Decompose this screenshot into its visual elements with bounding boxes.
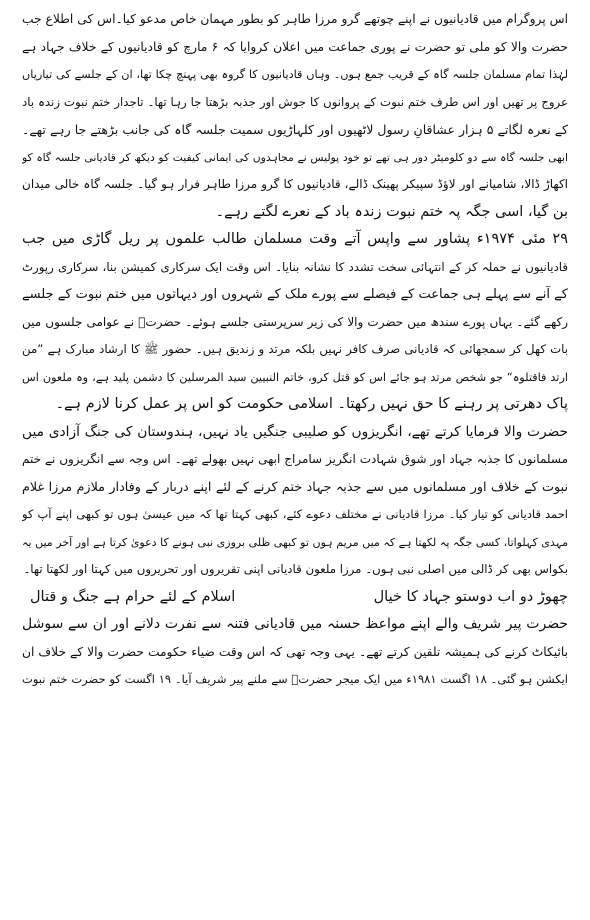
text-line: ارتد فاقتلوہ“ جو شخص مرتد ہو جائے اس کو قتل کرو، خاتم النبیین سید المرسلین کا دشمن پلید ہے، وہ ملعون اس bbox=[22, 370, 568, 384]
text-line: احمد قادیانی کو تیار کیا۔ مرزا قادیانی نے مختلف دعوے کئے، کبھی کہتا تھا کہ میں عیسیٰ ہوں تو کبھی اپنے آپ کو bbox=[22, 507, 568, 521]
text-line: مہدی کہلواتا، کسی جگہ پہ لکھتا ہے کہ میں مریم ہوں تو کبھی ظلی بروزی نبی ہونے کا دعویٰ کرتا ہے اور آخر میں یہ bbox=[22, 535, 568, 549]
paragraph-angrez bbox=[22, 419, 568, 584]
text-line: لہٰذا تمام مسلمان جلسہ گاہ کے قریب جمع ہوں۔ وہاں قادیانیوں کا گروہ بھی پہنچ چکا تھا، ان کے جلسے کی تیاریاں bbox=[22, 68, 568, 81]
couplet-left-hemistich: اسلام کے لئے حرام ہے جنگ و قتال bbox=[30, 588, 236, 605]
text-line: قادیانیوں نے حملہ کر کے انتہائی سخت تشدد کا نشانہ بنایا۔ اس وقت ایک سرکاری کمیشن بنا، سرکاری رپورٹ bbox=[22, 259, 568, 274]
text-line: اس پروگرام میں قادیانیوں نے اپنے چوتھے گرو مرزا طاہر کو بطور مہمان خاص مدعو کیا۔اس کی اطلاع جب bbox=[22, 12, 568, 26]
text-line: بائیکاٹ کرنے کی ہمیشہ تلقین کرتے تھے۔ یہی وجہ تھی کہ اس وقت ضیاء حکومت حضرت والا کے خلاف ان bbox=[22, 644, 568, 659]
couplet bbox=[22, 584, 568, 612]
paragraph-pir-sharif bbox=[22, 611, 568, 694]
text-line: نبوت کے خلاف اور مسلمانوں میں سے جذبہ جہاد ختم کرنے کے لئے اپنے دربار کے وفادار ملازم مرزا غلام bbox=[22, 479, 568, 495]
text-line: ایکشن ہو گئی۔ ۱۸ اگست ۱۹۸۱ء میں ایک میجر حضرتؒ سے ملنے پیر شریف آیا۔ ۱۹ اگست کو حضرت ختم نبوت bbox=[22, 672, 568, 686]
paragraph-jalsa bbox=[22, 6, 568, 226]
text-line: عروج پر تھیں اور اس طرف ختم نبوت کے پروانوں کا جوش اور جذبہ بڑھتا جا رہا تھا۔ تاجدار ختم نبوت زندہ باد bbox=[22, 94, 568, 109]
text-line: اکھاڑ ڈالا، شامیانے اور لاؤڈ سپیکر پھینک ڈالے، قادیانیوں کا گرو مرزا طاہر فرار ہو گیا۔ جلسہ گاہ خالی میدان bbox=[22, 177, 568, 191]
text-line: بات کھل کر سمجھائی کہ قادیانی صرف کافر نہیں بلکہ مرتد و زندیق ہیں۔ حضور ﷺ کا ارشاد مبارک ہے ”من bbox=[22, 342, 568, 356]
text-line: کے نعرہ لگاتے ۵ ہزار عشاقانِ رسول لاٹھیوں اور کلہاڑیوں سمیت جلسہ گاہ کی جانب بڑھتے جا رہے تھے۔ bbox=[22, 122, 568, 137]
text-line: رکھے گئے۔ یہاں پورے سندھ میں حضرت والا کی زیر سرپرستی جلسے ہوئے۔ حضرتؒ نے عوامی جلسوں میں bbox=[22, 314, 568, 329]
text-line: کے آنے سے پہلے ہی جماعت کے فیصلے سے پورے ملک کے شہروں اور دیہاتوں میں ختم نبوت کے جلسے bbox=[22, 287, 568, 302]
text-line: پاک دھرتی پر رہنے کا حق نہیں رکھتا۔ اسلامی حکومت کو اس پر عمل کرنا لازم ہے۔ bbox=[55, 396, 568, 412]
couplet-right-hemistich: چھوڑ دو اب دوستو جہاد کا خیال bbox=[373, 588, 568, 605]
text-line: مسلمانوں کا جذبہ جہاد اور شوق شہادت انگریز سامراج ابھی نہیں بھولے تھے۔ اس وجہ سے انگریزوں نے ختم bbox=[22, 452, 568, 466]
text-line: حضرت پیر شریف والے اپنے مواعظ حسنہ میں قادیانی فتنہ سے نفرت دلانے اور ان سے سوشل bbox=[22, 616, 568, 632]
text-line: ۲۹ مئی ۱۹۷۴ء پشاور سے واپس آتے وقت مسلمان طالب علموں پر ریل گاڑی میں جب bbox=[22, 231, 568, 247]
paragraph-1974 bbox=[22, 226, 568, 419]
text-line: حضرت والا کو ملی تو حضرت نے پوری جماعت میں اعلان کروایا کہ ۶ مارچ کو قادیانیوں کے خلاف جہاد ہے bbox=[22, 39, 568, 54]
text-line: بکواس بھی کر ڈالی میں اصلی نبی ہوں۔ مرزا ملعون قادیانی اپنی تقریروں اور تحریروں میں کہتا اور لکھتا تھا۔ bbox=[23, 562, 568, 576]
text-line: بن گیا، اسی جگہ پہ ختم نبوت زندہ باد کے نعرے لگتے رہے۔ bbox=[215, 203, 568, 220]
text-line: حضرت والا فرمایا کرتے تھے، انگریزوں کو صلیبی جنگیں یاد نہیں، ہندوستان کی جنگ آزادی میں bbox=[22, 423, 568, 440]
text-line: ابھی جلسہ گاہ سے دو کلومیٹر دور ہی تھے تو خود پولیس نے مجاہدوں کی ایمانی کیفیت کو دیکھ کر قادیانی جلسہ گاہ کو bbox=[22, 150, 568, 164]
